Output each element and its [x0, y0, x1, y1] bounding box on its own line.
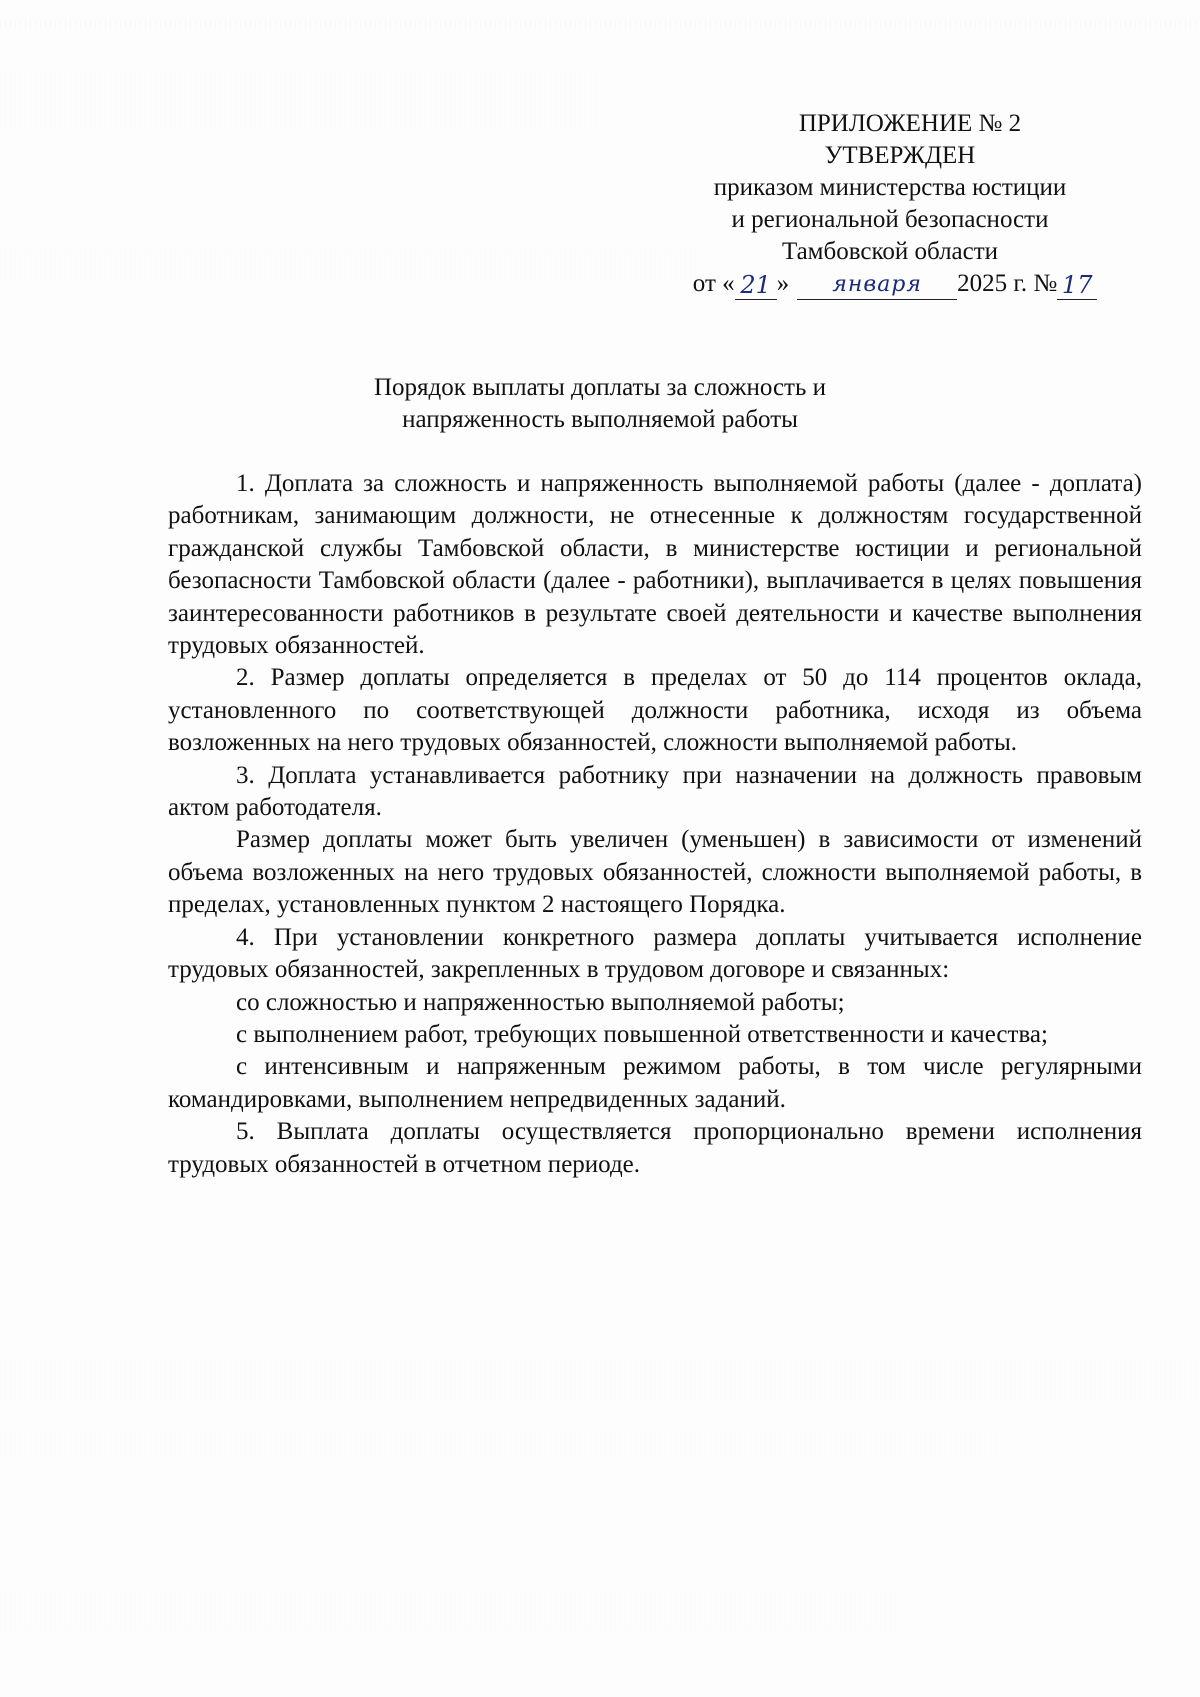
scan-noise [0, 70, 600, 130]
title-line-1: Порядок выплаты доплаты за сложность и [373, 374, 827, 401]
order-date-line [640, 268, 1140, 300]
approval-line-1: приказом министерства юстиции [713, 174, 1067, 201]
paragraph-4-item-1: со сложностью и напряженностью выполняемой работы; [236, 988, 845, 1016]
paragraph-4: 4. При установлении конкретного размера доплаты учитывается исполнение трудовых обязанностей, закрепленных в трудовом договоре и связанных: [168, 923, 1142, 984]
approval-line-3: Тамбовской области [781, 238, 999, 265]
paragraph-4-item-2: с выполнением работ, требующих повышенной ответственности и качества; [236, 1020, 1048, 1048]
paragraph-5: 5. Выплата доплаты осуществляется пропорционально времени исполнения трудовых обязанностей в отчетном периоде. [168, 1118, 1142, 1178]
approval-line-2: и региональной безопасности [731, 206, 1049, 233]
appendix-number: ПРИЛОЖЕНИЕ № 2 [798, 110, 1022, 137]
title-line-2: напряженность выполняемой работы [402, 406, 798, 433]
scan-noise [0, 20, 1200, 30]
scan-noise [0, 1430, 1000, 1460]
paragraph-1: 1. Доплата за сложность и напряженность выполняемой работы (далее - доплата) работникам, занимающим должности, не отнесенные к должностям государственной гражданской службы Тамбовской области, в министерстве юстиции и региональной безопасности Тамбовской области (далее - работники), выплачивается в целях повышения заинтересованности работников в результате своей деятельности и качестве выполнения трудовых обязанностей. [168, 470, 1142, 660]
date-month-handwritten: января [797, 271, 957, 300]
scan-noise [0, 1360, 1200, 1400]
date-day-handwritten: 21 [735, 271, 777, 300]
paragraph-4-item-3: с интенсивным и напряженным режимом работы, в том числе регулярными командировками, выполнением непредвиденных заданий. [168, 1053, 1142, 1113]
document-title [300, 372, 900, 436]
date-prefix: от « [692, 270, 735, 297]
date-quote-close: » [776, 270, 790, 297]
order-number-handwritten: 17 [1057, 271, 1097, 300]
date-year: 2025 г. № [957, 270, 1058, 297]
paragraph-3-continued: Размер доплаты может быть увеличен (уменьшен) в зависимости от изменений объема возложенных на него трудовых обязанностей, сложности выполняемой работы, в пределах, установленных пунктом 2 настоящего Порядка. [168, 826, 1142, 919]
scan-noise [0, 1590, 900, 1630]
paragraph-3: 3. Доплата устанавливается работнику при назначении на должность правовым актом работодателя. [168, 761, 1142, 822]
paragraph-2: 2. Размер доплаты определяется в пределах от 50 до 114 процентов оклада, установленного по соответствующей должности работника, исходя из объема возложенных на него трудовых обязанностей, сложности выполняемой работы. [168, 664, 1142, 757]
scan-noise [0, 250, 700, 280]
approval-block [640, 108, 1140, 300]
document-body [168, 468, 1142, 1181]
approved-label: УТВЕРЖДЕН [824, 142, 976, 169]
